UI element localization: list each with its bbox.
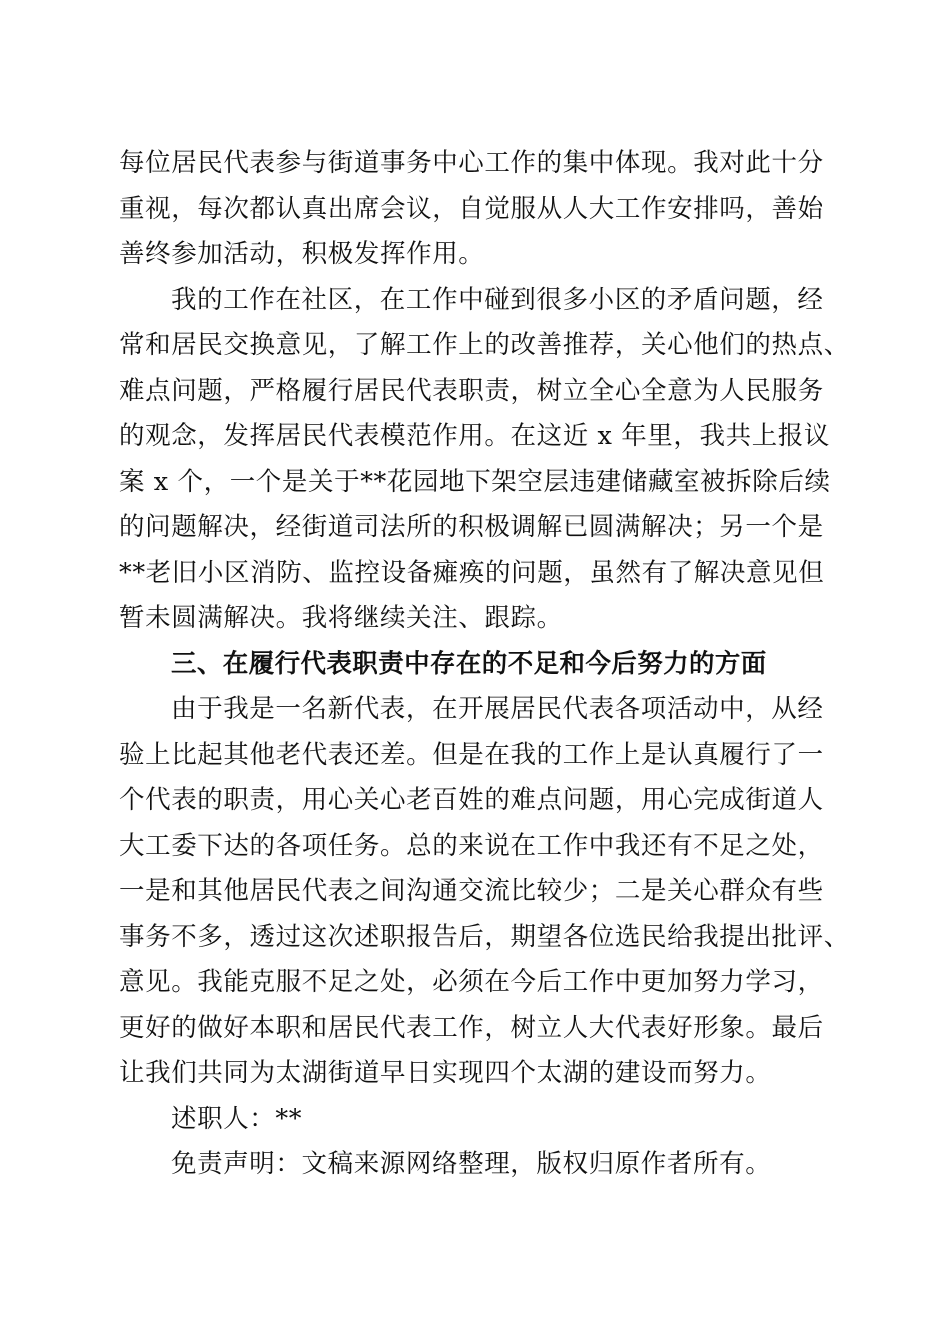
text-line: 难点问题，严格履行居民代表职责，树立全心全意为人民服务 bbox=[119, 375, 824, 406]
text-line: 的问题解决，经街道司法所的积极调解已圆满解决；另一个是 bbox=[119, 512, 824, 542]
text-line: 常和居民交换意见，了解工作上的改善推荐，关心他们的热点、 bbox=[119, 330, 850, 360]
document-body bbox=[119, 141, 850, 1188]
text-line: 重视，每次都认真出席会议，自觉服从人大工作安排吗，善始 bbox=[119, 193, 824, 224]
text-line: 让我们共同为太湖街道早日实现四个太湖的建设而努力。 bbox=[119, 1058, 772, 1088]
text-line: 个代表的职责，用心关心老百姓的难点问题，用心完成街道人 bbox=[119, 785, 824, 815]
text-line: 意见。我能克服不足之处，必须在今后工作中更加努力学习， bbox=[119, 967, 824, 997]
signature: 述职人：** bbox=[171, 1103, 303, 1134]
text-line: 每位居民代表参与街道事务中心工作的集中体现。我对此十分 bbox=[119, 148, 824, 178]
text-line: 验上比起其他老代表还差。但是在我的工作上是认真履行了一 bbox=[119, 739, 824, 770]
paragraph-3 bbox=[119, 687, 850, 1097]
disclaimer: 免责声明：文稿来源网络整理，版权归原作者所有。 bbox=[171, 1149, 772, 1179]
text-line: 事务不多，透过这次述职报告后，期望各位选民给我提出批评、 bbox=[119, 921, 850, 952]
text-line: 善终参加活动，积极发挥作用。 bbox=[119, 239, 485, 269]
text-line: 由于我是一名新代表，在开展居民代表各项活动中，从经 bbox=[171, 694, 824, 724]
text-line: **老旧小区消防、监控设备瘫痪的问题，虽然有了解决意见但 bbox=[119, 557, 825, 588]
text-line: 我的工作在社区，在工作中碰到很多小区的矛盾问题，经 bbox=[171, 284, 824, 315]
text-line: 的观念，发挥居民代表模范作用。在这近 x 年里，我共上报议 bbox=[119, 421, 830, 451]
paragraph-2 bbox=[119, 278, 850, 642]
text-line: 一是和其他居民代表之间沟通交流比较少；二是关心群众有些 bbox=[119, 876, 824, 906]
paragraph-1 bbox=[119, 141, 839, 278]
text-line: 更好的做好本职和居民代表工作，树立人大代表好形象。最后 bbox=[119, 1012, 824, 1043]
text-line: 大工委下达的各项任务。总的来说在工作中我还有不足之处， bbox=[119, 830, 824, 861]
section-heading: 三、在履行代表职责中存在的不足和今后努力的方面 bbox=[171, 648, 767, 679]
text-line: 暂未圆满解决。我将继续关注、跟踪。 bbox=[119, 603, 563, 633]
text-line: 案 x 个，一个是关于**花园地下架空层违建储藏室被拆除后续 bbox=[119, 466, 831, 497]
